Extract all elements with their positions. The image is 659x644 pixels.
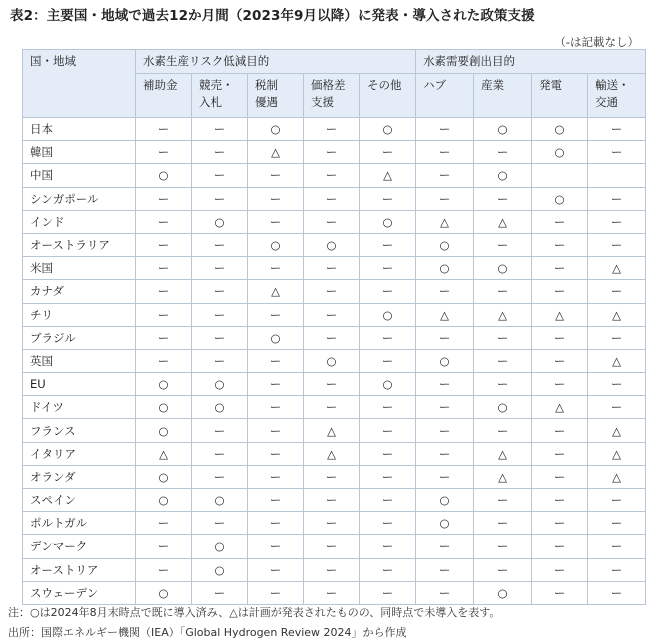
table-cell: ー [474,512,532,535]
table-cell: ー [136,233,192,256]
table-cell: ○ [416,489,474,512]
table-cell: ー [248,512,304,535]
table-row [23,396,646,419]
header-subcol: 価格差 支援 [304,74,360,118]
table-cell: ー [532,233,588,256]
table-cell: ー [416,396,474,419]
table-cell: ー [360,419,416,442]
table-cell: ー [360,257,416,280]
table-cell: ー [532,280,588,303]
table-cell: ー [532,349,588,372]
table-cell: ー [248,373,304,396]
table-cell: ー [360,465,416,488]
table-cell: ー [304,535,360,558]
table-cell: ー [474,419,532,442]
table-cell: ー [532,465,588,488]
row-country-name: オランダ [23,465,136,488]
table-cell: ー [304,118,360,141]
table-cell: ー [588,233,646,256]
table-cell: △ [360,164,416,187]
table-cell: ー [360,233,416,256]
table-cell: ー [360,581,416,604]
table-cell: ー [248,187,304,210]
header-subcol: 税制 優遇 [248,74,304,118]
table-cell: ー [192,419,248,442]
table-cell: ー [588,396,646,419]
table-cell: ー [474,349,532,372]
policy-table [22,49,646,605]
table-cell: ○ [136,581,192,604]
table-cell: ー [360,141,416,164]
table-row [23,349,646,372]
table-cell: ー [474,280,532,303]
table-cell: ー [248,558,304,581]
table-cell: ー [588,326,646,349]
table-cell: ○ [532,187,588,210]
table-cell: ー [588,118,646,141]
row-country-name: オーストラリア [23,233,136,256]
table-cell: ー [474,141,532,164]
table-cell: ー [192,233,248,256]
table-cell: ー [416,187,474,210]
table-cell: △ [416,303,474,326]
table-row [23,442,646,465]
table-cell: △ [588,419,646,442]
table-cell: ー [416,164,474,187]
header-subcol: 発電 [532,74,588,118]
table-cell: ー [360,326,416,349]
header-group-demand: 水素需要創出目的 [416,50,646,74]
table-cell: ○ [360,303,416,326]
header-subcol: 輸送・ 交通 [588,74,646,118]
table-cell: ○ [304,349,360,372]
table-cell: ー [474,187,532,210]
table-row [23,118,646,141]
table-cell: ー [360,535,416,558]
table-cell: ○ [474,581,532,604]
table-cell: ー [474,489,532,512]
table-cell: ー [192,512,248,535]
table-cell: ー [416,118,474,141]
row-country-name: 中国 [23,164,136,187]
table-cell: ー [304,512,360,535]
table-cell: ー [192,465,248,488]
table-cell: ー [304,257,360,280]
table-cell: ○ [360,118,416,141]
table-cell: △ [474,442,532,465]
table-cell: △ [588,257,646,280]
table-cell: ー [192,581,248,604]
table-cell: ー [360,396,416,419]
table-cell: ○ [474,396,532,419]
table-cell: ー [304,210,360,233]
table-cell: ー [588,581,646,604]
table-cell: ー [360,558,416,581]
table-row [23,419,646,442]
row-country-name: インド [23,210,136,233]
row-country-name: ブラジル [23,326,136,349]
table-cell: ○ [136,396,192,419]
table-cell: ー [532,257,588,280]
table-cell: ー [304,141,360,164]
table-cell: ー [304,326,360,349]
table-cell: ー [532,558,588,581]
table-row [23,141,646,164]
table-cell: ー [588,187,646,210]
table-cell: ー [136,187,192,210]
table-cell: ー [360,512,416,535]
table-cell: ー [588,141,646,164]
table-cell: ー [304,558,360,581]
table-cell: ー [416,280,474,303]
table-cell: ー [360,187,416,210]
table-cell: ー [416,465,474,488]
table-cell: ー [360,442,416,465]
table-cell: ー [248,210,304,233]
footnote: 注：○は2024年8月末時点で既に導入済み、△は計画が発表されたものの、同時点で未導入を表す。 [8,606,501,619]
table-cell: ー [588,558,646,581]
table-cell: △ [532,303,588,326]
row-country-name: EU [23,373,136,396]
table-row [23,210,646,233]
table-cell: ー [304,581,360,604]
table-cell: ○ [248,326,304,349]
table-cell: ー [532,489,588,512]
table-cell: ー [588,512,646,535]
table-cell: ー [136,280,192,303]
table-cell: △ [248,280,304,303]
row-country-name: 日本 [23,118,136,141]
table-cell: ー [532,210,588,233]
row-country-name: ドイツ [23,396,136,419]
table-cell: ー [192,326,248,349]
table-cell: ー [532,512,588,535]
table-row [23,187,646,210]
table-cell: ー [136,558,192,581]
table-cell: ー [248,419,304,442]
table-cell: ー [248,489,304,512]
table-cell: ー [304,164,360,187]
table-cell: ー [532,373,588,396]
table-row [23,558,646,581]
table-cell: ー [360,489,416,512]
table-cell: ー [192,187,248,210]
table-row [23,257,646,280]
table-cell: ー [136,349,192,372]
table-row [23,581,646,604]
table-cell: ー [136,512,192,535]
table-row [23,373,646,396]
table-cell: ○ [532,118,588,141]
table-cell: △ [532,396,588,419]
row-country-name: スウェーデン [23,581,136,604]
table-cell: ー [588,373,646,396]
table-cell: ー [416,442,474,465]
table-cell: ー [416,373,474,396]
header-subcol: ハブ [416,74,474,118]
row-country-name: ポルトガル [23,512,136,535]
row-country-name: カナダ [23,280,136,303]
table-cell: ー [136,141,192,164]
table-cell: △ [304,442,360,465]
table-cell: △ [416,210,474,233]
table-cell: ○ [192,489,248,512]
header-country: 国・地域 [23,50,136,118]
table-cell: ー [304,373,360,396]
table-cell: ○ [136,419,192,442]
table-cell: ー [474,233,532,256]
table-row [23,465,646,488]
table-cell: ○ [360,210,416,233]
table-title: 表2：主要国・地域で過去12か月間（2023年9月以降）に発表・導入された政策支援 [10,8,535,24]
table-row [23,233,646,256]
table-cell: ー [248,442,304,465]
table-cell: ー [532,419,588,442]
table-cell: ー [416,141,474,164]
table-cell: △ [474,465,532,488]
table-cell: △ [588,465,646,488]
table-cell: ー [304,187,360,210]
table-cell: ー [136,210,192,233]
table-cell: ー [360,280,416,303]
table-cell: △ [248,141,304,164]
table-cell: ー [588,210,646,233]
table-cell: ー [474,535,532,558]
legend-note: （-は記載なし） [554,35,639,49]
table-cell: ー [136,118,192,141]
table-cell: ー [248,396,304,419]
table-cell: △ [136,442,192,465]
table-cell: ー [248,257,304,280]
table-cell: ー [192,164,248,187]
table-cell: ○ [248,233,304,256]
table-cell: ○ [416,512,474,535]
row-country-name: シンガポール [23,187,136,210]
table-cell: △ [474,210,532,233]
table-cell: ○ [532,141,588,164]
table-cell: ー [136,303,192,326]
table-cell [532,164,588,187]
table-cell: ○ [474,118,532,141]
table-cell: ○ [136,164,192,187]
table-cell: ー [474,558,532,581]
table-cell: ○ [192,373,248,396]
table-cell: ○ [416,233,474,256]
table-cell: ー [416,419,474,442]
header-row-groups [23,50,646,74]
table-cell: ー [248,581,304,604]
table-body [23,118,646,605]
table-cell: ー [474,373,532,396]
table-cell: ○ [192,535,248,558]
table-cell: ー [416,558,474,581]
table-row [23,535,646,558]
table-cell: ー [248,535,304,558]
row-country-name: チリ [23,303,136,326]
table-row [23,303,646,326]
table-cell: ー [416,581,474,604]
table-row [23,489,646,512]
table-cell: ー [248,349,304,372]
table-cell: ー [416,326,474,349]
table-cell: ー [192,118,248,141]
table-cell: ○ [416,349,474,372]
table-cell: △ [588,442,646,465]
row-country-name: 米国 [23,257,136,280]
table-cell: ー [360,349,416,372]
table-cell: ○ [416,257,474,280]
table-cell: △ [588,303,646,326]
header-subcol: 競売・ 入札 [192,74,248,118]
table-cell: ー [588,489,646,512]
table-cell: ー [304,280,360,303]
source-note: 出所：国際エネルギー機関（IEA）「Global Hydrogen Review 2024」から作成 [8,626,407,639]
table-cell: ○ [136,489,192,512]
table-cell: ○ [192,558,248,581]
row-country-name: オーストリア [23,558,136,581]
table-cell: ○ [474,164,532,187]
table-cell: ○ [136,373,192,396]
table-cell: △ [304,419,360,442]
table-cell: ー [304,465,360,488]
table-cell: ー [136,257,192,280]
table-cell: ー [304,396,360,419]
table-cell: ー [192,141,248,164]
table-cell: ー [248,465,304,488]
table-cell: ー [192,442,248,465]
header-subcol: その他 [360,74,416,118]
table-cell: ー [136,326,192,349]
table-cell: ○ [248,118,304,141]
table-cell: ー [588,280,646,303]
table-cell: ー [136,535,192,558]
row-country-name: 韓国 [23,141,136,164]
table-cell: △ [588,349,646,372]
table-cell: ○ [192,396,248,419]
table-cell: ー [416,535,474,558]
row-country-name: イタリア [23,442,136,465]
table-cell: ー [192,257,248,280]
table-cell: ー [248,303,304,326]
table-cell: ○ [360,373,416,396]
table-cell: ー [474,326,532,349]
header-group-supply: 水素生産リスク低減目的 [136,50,416,74]
row-country-name: デンマーク [23,535,136,558]
row-country-name: 英国 [23,349,136,372]
table-cell: ○ [304,233,360,256]
table-cell: ー [304,489,360,512]
table-cell: ○ [474,257,532,280]
table-cell: ー [532,581,588,604]
table-cell: ー [192,280,248,303]
table-cell: ○ [192,210,248,233]
table-cell: ー [532,535,588,558]
table-cell: ー [192,303,248,326]
table-cell: ー [532,326,588,349]
row-country-name: フランス [23,419,136,442]
table-cell: ー [304,303,360,326]
table-cell [588,164,646,187]
table-cell: ○ [136,465,192,488]
row-country-name: スペイン [23,489,136,512]
table-cell: △ [474,303,532,326]
table-cell: ー [588,535,646,558]
table-row [23,512,646,535]
table-row [23,280,646,303]
table-cell: ー [248,164,304,187]
table-row [23,164,646,187]
header-subcol: 補助金 [136,74,192,118]
header-subcol: 産業 [474,74,532,118]
table-row [23,326,646,349]
table-cell: ー [192,349,248,372]
table-cell: ー [532,442,588,465]
